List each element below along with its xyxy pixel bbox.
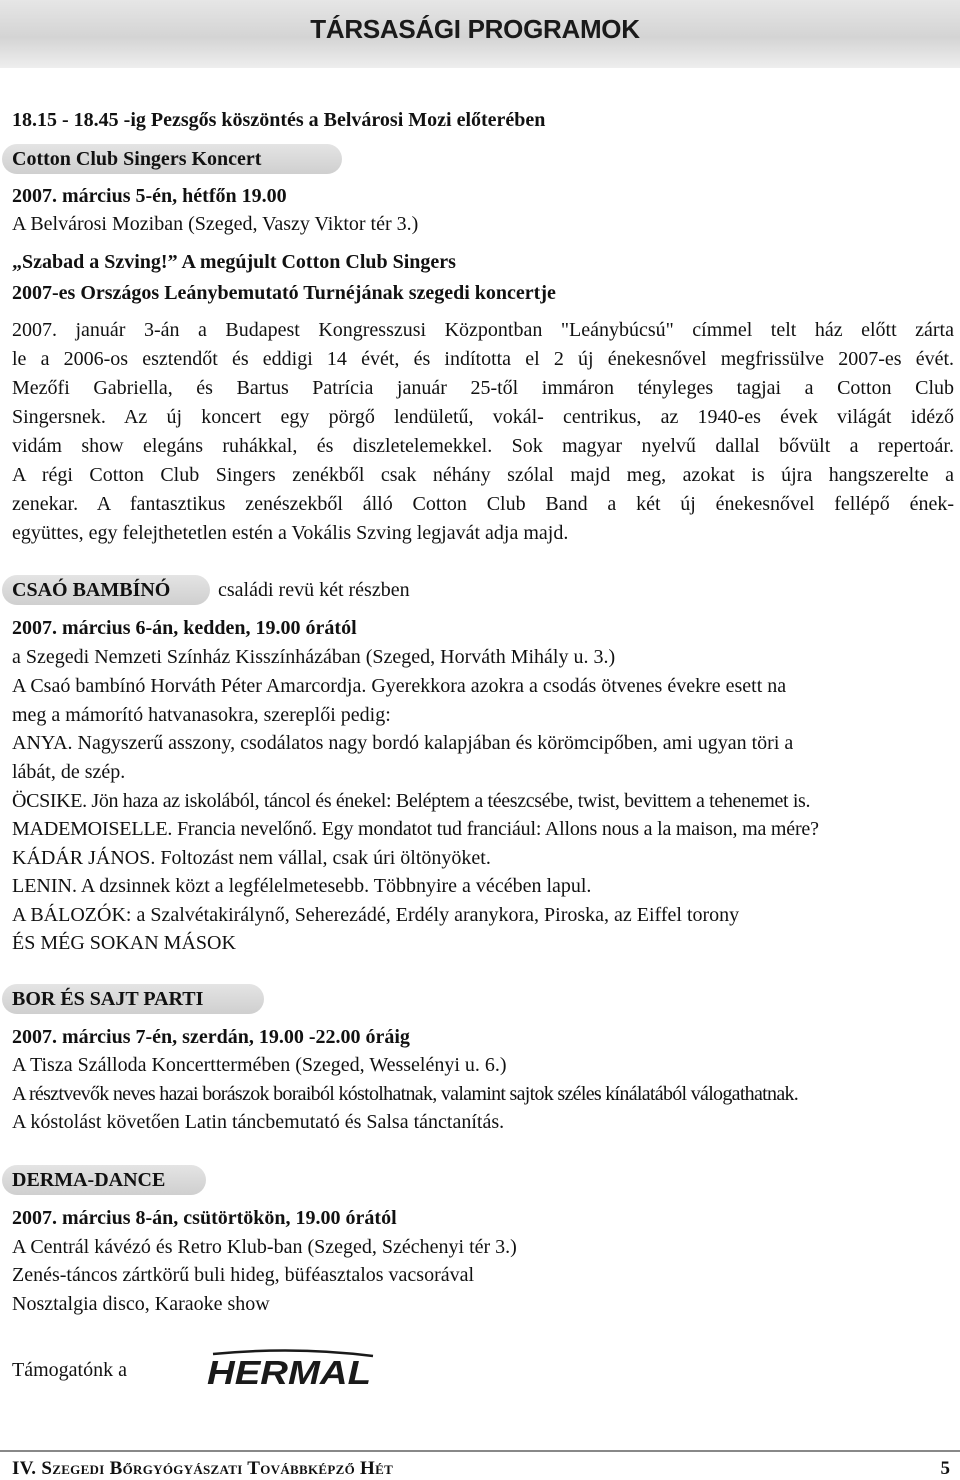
sponsor-label: Támogatónk a	[12, 1359, 127, 1381]
event2-line: lábát, de szép.	[12, 761, 126, 783]
event3-line: A Tisza Szálloda Koncerttermében (Szeged, Wesselényi u. 6.)	[12, 1054, 507, 1076]
event4-line: A Centrál kávézó és Retro Klub-ban (Szeged, Széchenyi tér 3.)	[12, 1236, 517, 1258]
event2-line: ÉS MÉG SOKAN MÁSOK	[12, 932, 236, 954]
event3-date: 2007. március 7-én, szerdán, 19.00 -22.00 óráig	[12, 1026, 410, 1048]
event2-line: KÁDÁR JÁNOS. Foltozást nem vállal, csak úri öltönyöket.	[12, 847, 491, 869]
body-line: együttes, egy felejthetetlen estén a Vokális Szving legjavát adja majd.	[12, 522, 569, 544]
event1-body	[12, 316, 954, 548]
body-line: vidám show elegáns ruhákkal, és diszletelemekkel. Sok magyar nyelvű dallal bővült a repertoár.	[12, 435, 954, 457]
hermal-logo	[205, 1348, 375, 1390]
event4-line: Nosztalgia disco, Karaoke show	[12, 1293, 270, 1315]
event2-line: LENIN. A dzsinnek közt a legfélelmetesebb. Többnyire a vécében lapul.	[12, 875, 592, 897]
event2-line: meg a mámorító hatvanasokra, szereplői pedig:	[12, 704, 391, 726]
page-number: 5	[940, 1458, 950, 1479]
event1-headline-1: „Szabad a Szving!” A megújult Cotton Club Singers	[12, 251, 456, 273]
event4-line: Zenés-táncos zártkörű buli hideg, büféasztalos vacsorával	[12, 1264, 475, 1286]
event2-subtitle: családi revü két részben	[218, 579, 410, 601]
footer-title: IV. Szegedi Bőrgyógyászati Továbbképző Hét	[12, 1458, 394, 1479]
event1-date: 2007. március 5-én, hétfőn 19.00	[12, 185, 287, 207]
event2-line: A BÁLOZÓK: a Szalvétakirálynő, Seherezádé, Erdély aranykora, Piroska, az Eiffel torony	[12, 904, 740, 926]
logo-text: HERMAL	[207, 1354, 371, 1390]
event3-line: A kóstolást követően Latin táncbemutató és Salsa tánctanítás.	[12, 1111, 505, 1133]
event4-title: DERMA-DANCE	[12, 1169, 166, 1191]
body-line: Singersnek. Az új koncert egy pörgő lendületű, vokál- centrikus, az 1940-es évek világát idéző	[12, 406, 954, 428]
event2-line: A Csaó bambínó Horváth Péter Amarcordja. Gyerekkora azokra a csodás ötvenes évekre esett na	[12, 675, 787, 697]
body-line: le a 2006-os esztendőt és eddigi 14 évét, és indította el 2 új énekesnővel megfrissülve 2007-es évét.	[12, 348, 954, 370]
body-line: Mezőfi Gabriella, és Bartus Patrícia január 25-től immáron tényleges tagjai a Cotton Club	[12, 377, 954, 399]
event3-title: BOR ÉS SAJT PARTI	[12, 988, 204, 1010]
body-line: zenekar. A fantasztikus zenészekből álló Cotton Club Band a két új énekesnővel fellépő ének-	[12, 493, 954, 515]
footer-rule	[0, 1450, 960, 1452]
body-line: A régi Cotton Club Singers zenékből csak néhány szólal majd meg, azokat is újra hangszerelte a	[12, 464, 954, 486]
event1-pre: 18.15 - 18.45 -ig Pezsgős köszöntés a Belvárosi Mozi előterében	[12, 109, 546, 131]
event1-title: Cotton Club Singers Koncert	[12, 148, 262, 170]
event1-venue: A Belvárosi Moziban (Szeged, Vaszy Viktor tér 3.)	[12, 213, 419, 235]
event2-line: ÖCSIKE. Jön haza az iskolából, táncol és énekel: Beléptem a téeszcsébe, twist, bevittem a tehenemet is.	[12, 790, 811, 812]
event2-line: MADEMOISELLE. Francia nevelőnő. Egy mondatot tud franciául: Allons nous a la maison, ma mére?	[12, 818, 819, 840]
event2-date: 2007. március 6-án, kedden, 19.00 órától	[12, 617, 357, 639]
event3-line: A résztvevők neves hazai borászok boraiból kóstolhatnak, valamint sajtok széles kínálatából válogathatnak.	[12, 1083, 799, 1105]
page-title: TÁRSASÁGI PROGRAMOK	[310, 14, 640, 44]
event2-title: CSAÓ BAMBÍNÓ	[12, 579, 171, 601]
event2-line: ANYA. Nagyszerű asszony, csodálatos nagy bordó kalapjában és körömcipőben, ami ugyan töri a	[12, 732, 794, 754]
event4-date: 2007. március 8-án, csütörtökön, 19.00 órától	[12, 1207, 397, 1229]
event2-line: a Szegedi Nemzeti Színház Kisszínházában (Szeged, Horváth Mihály u. 3.)	[12, 646, 616, 668]
body-line: 2007. január 3-án a Budapest Kongresszusi Központban "Leánybúcsú" címmel telt ház előtt zárta	[12, 319, 954, 341]
event1-headline-2: 2007-es Országos Leánybemutató Turnéjának szegedi koncertje	[12, 282, 556, 304]
